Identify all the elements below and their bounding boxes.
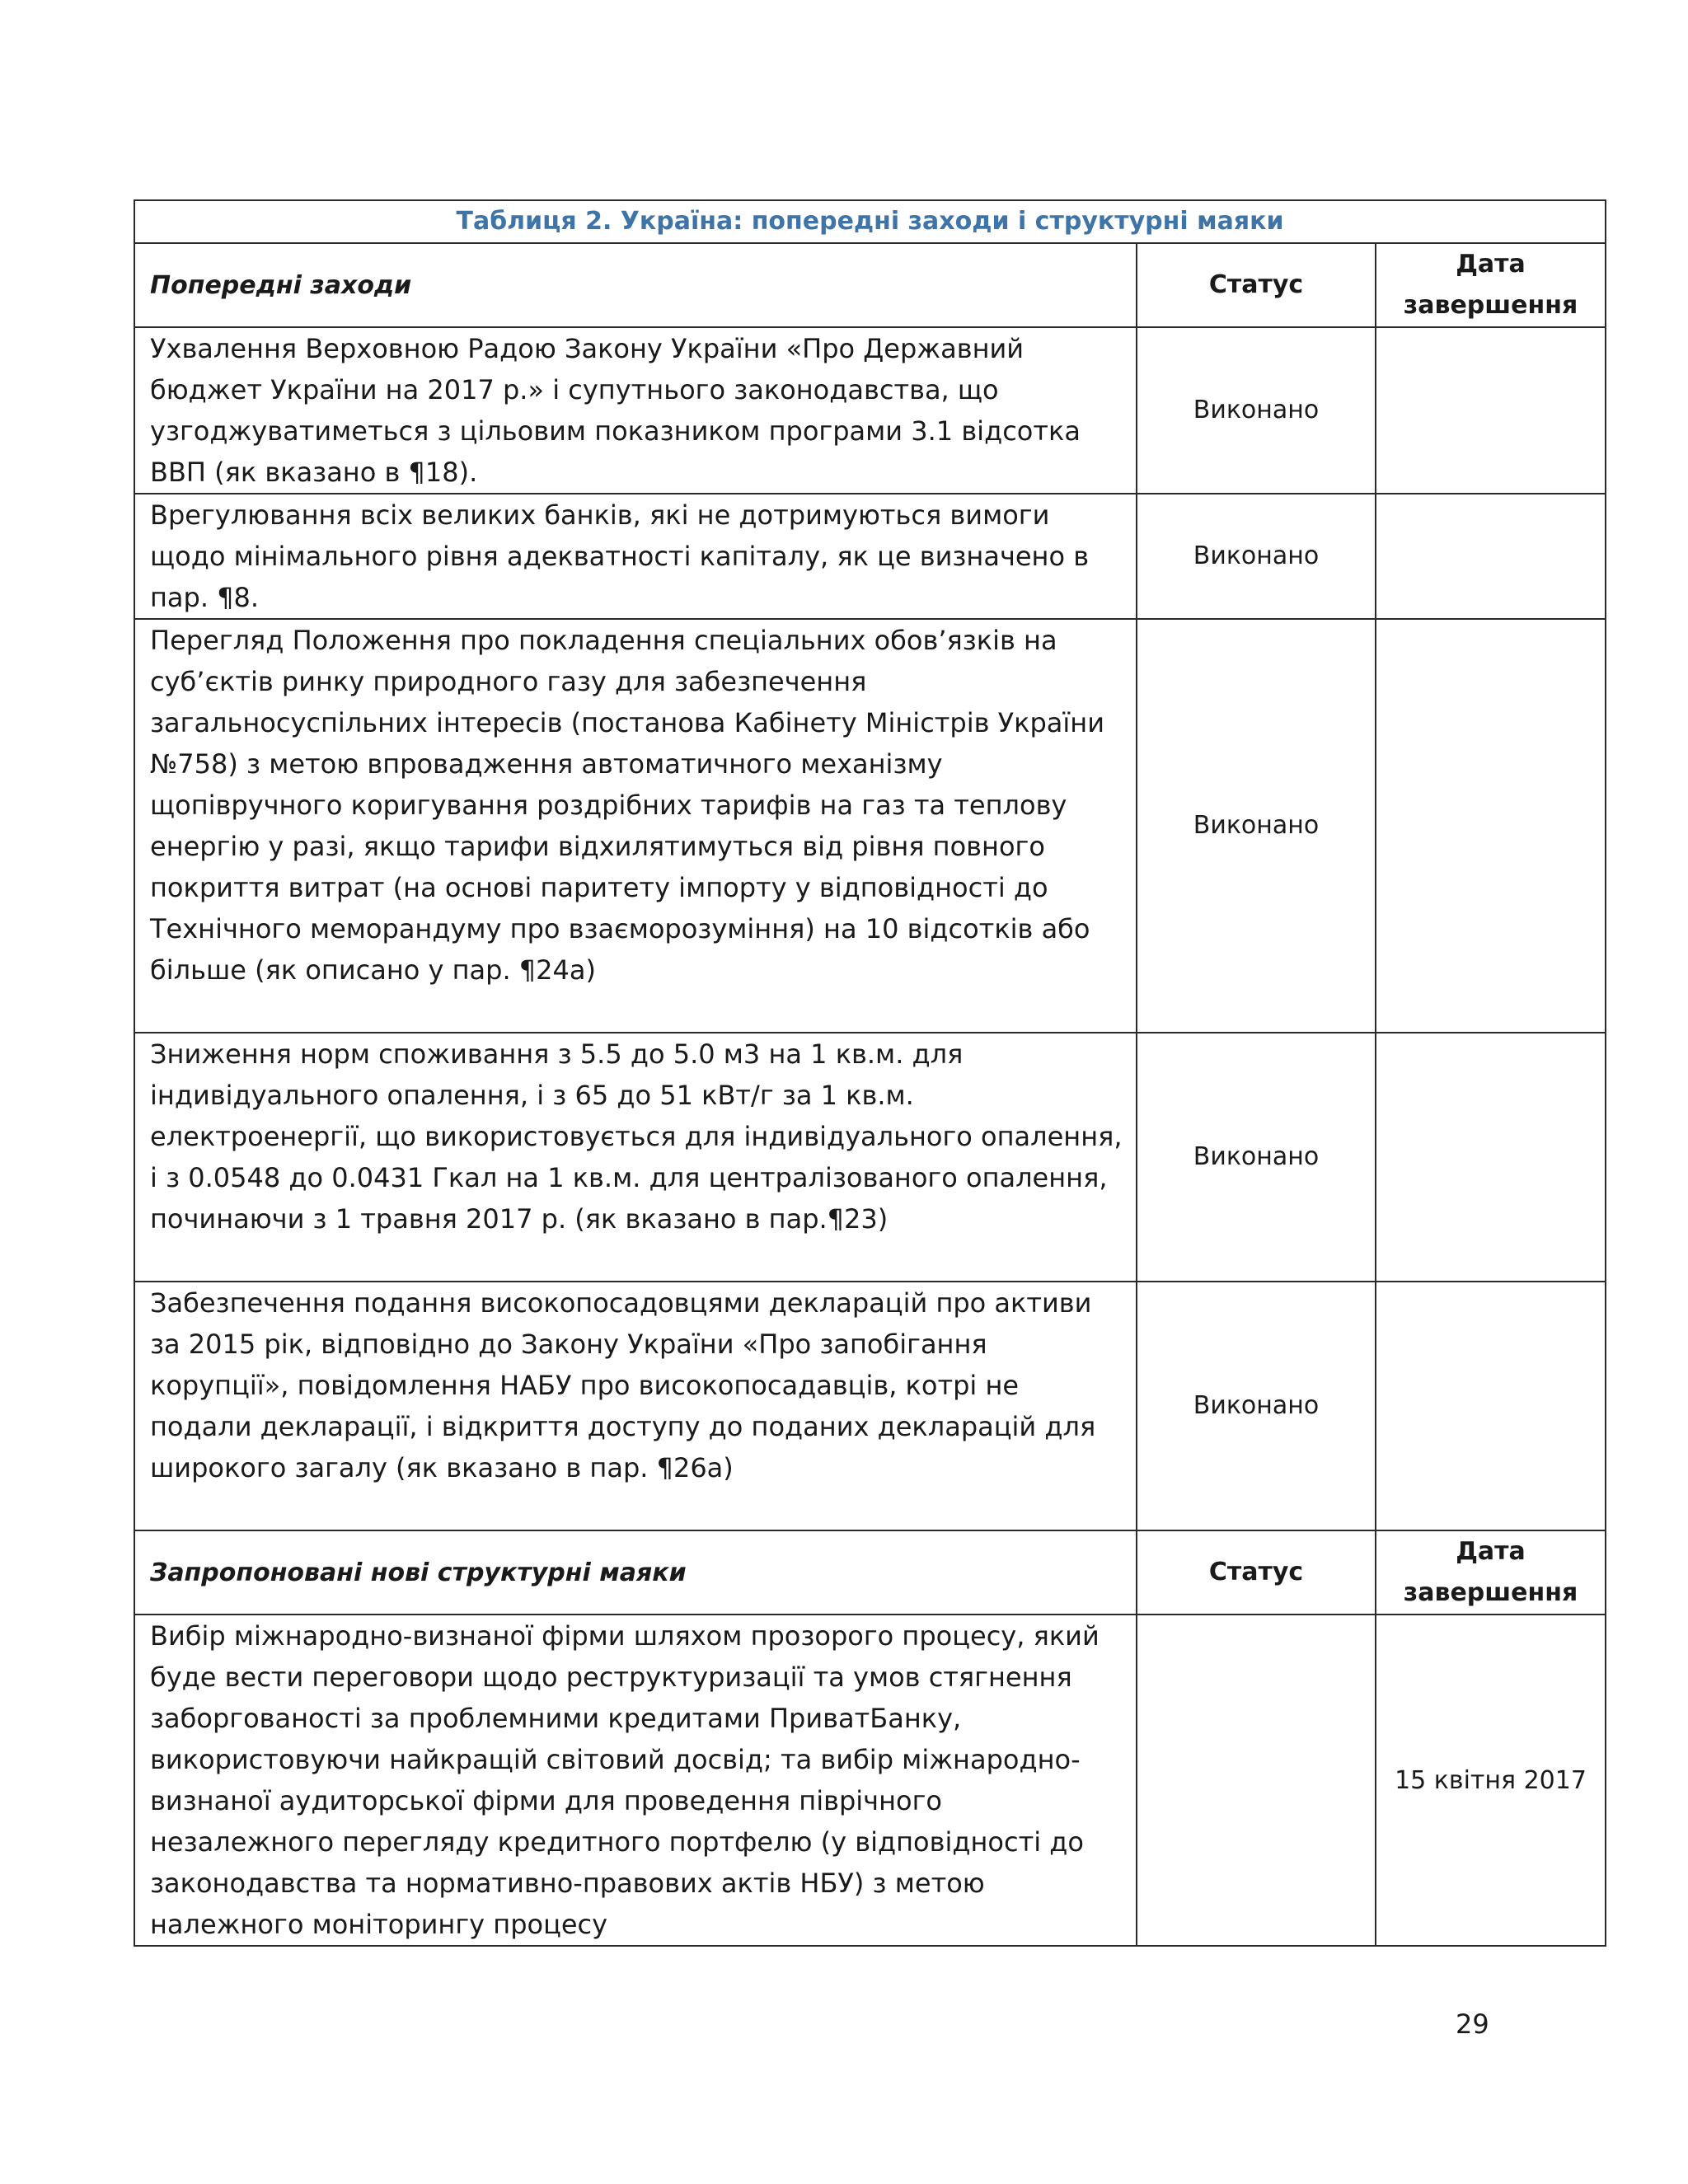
table-row — [134, 619, 1606, 1033]
measures-table — [134, 199, 1606, 1947]
measure-description: Вибір міжнародно-визнаної фірми шляхом прозорого процесу, який буде вести переговори щодо реструктуризації та умов стягнення заборгованості за проблемними кредитами ПриватБанку, використовуючи найкращій світовий досвід; та вибір міжнародно-визнаної аудиторської фірми для проведення піврічного незалежного перегляду кредитного портфелю (у відповідності до законодавства та нормативно-правових актів НБУ) з метою належного моніторингу процесу — [134, 1615, 1137, 1946]
status-column-header: Статус — [1137, 243, 1376, 327]
measure-description: Забезпечення подання високопосадовцями декларацій про активи за 2015 рік, відповідно до Закону України «Про запобігання корупції», повідомлення НАБУ про високопосадавців, котрі не подали декларації, і відкриття доступу до поданих декларацій для широкого загалу (як вказано в пар. ¶26a) — [134, 1282, 1137, 1530]
measure-date — [1376, 619, 1606, 1033]
measure-date — [1376, 327, 1606, 494]
date-header-line1: Дата — [1456, 1537, 1526, 1566]
measure-status: Виконано — [1137, 619, 1376, 1033]
table-row — [134, 327, 1606, 494]
benchmarks-header-row — [134, 1530, 1606, 1615]
measure-status: Виконано — [1137, 494, 1376, 619]
table-row — [134, 1033, 1606, 1282]
table-row — [134, 494, 1606, 619]
status-column-header: Статус — [1137, 1530, 1376, 1615]
measure-date — [1376, 494, 1606, 619]
table-title: Таблиця 2. Україна: попередні заходи і структурні маяки — [134, 200, 1606, 243]
measure-status: Виконано — [1137, 327, 1376, 494]
table-row — [134, 1282, 1606, 1530]
measure-description: Перегляд Положення про покладення спеціальних обов’язків на суб’єктів ринку природного газу для забезпечення загальносуспільних інтересів (постанова Кабінету Міністрів України №758) з метою впровадження автоматичного механізму щопівручного коригування роздрібних тарифів на газ та теплову енергію у разі, якщо тарифи відхилятимуться від рівня повного покриття витрат (на основі паритету імпорту у відповідності до Технічного меморандуму про взаєморозуміння) на 10 відсотків або більше (як описано у пар. ¶24a) — [134, 619, 1137, 1033]
measure-status — [1137, 1615, 1376, 1946]
table-row — [134, 1615, 1606, 1946]
measure-date — [1376, 1033, 1606, 1282]
prior-actions-header-row — [134, 243, 1606, 327]
date-column-header — [1376, 1530, 1606, 1615]
table-title-row — [134, 200, 1606, 243]
date-header-line2: завершення — [1403, 1578, 1578, 1607]
measure-description: Врегулювання всіх великих банків, які не дотримуються вимоги щодо мінімального рівня адекватності капіталу, як це визначено в пар. ¶8. — [134, 494, 1137, 619]
measure-status: Виконано — [1137, 1033, 1376, 1282]
page-number: 29 — [1456, 2008, 1489, 2040]
benchmarks-heading: Запропоновані нові структурні маяки — [134, 1530, 1137, 1615]
measure-description: Зниження норм споживання з 5.5 до 5.0 м3 на 1 кв.м. для індивідуального опалення, і з 65 до 51 кВт/г за 1 кв.м. електроенергії, що використовується для індивідуального опалення, і з 0.0548 до 0.0431 Гкал на 1 кв.м. для централізованого опалення, починаючи з 1 травня 2017 р. (як вказано в пар.¶23) — [134, 1033, 1137, 1282]
date-header-line1: Дата — [1456, 250, 1526, 279]
measure-description: Ухвалення Верховною Радою Закону України «Про Державний бюджет України на 2017 р.» і супутнього законодавства, що узгоджуватиметься з цільовим показником програми 3.1 відсотка ВВП (як вказано в ¶18). — [134, 327, 1137, 494]
prior-actions-heading: Попередні заходи — [134, 243, 1137, 327]
measure-date — [1376, 1282, 1606, 1530]
measure-date: 15 квітня 2017 — [1376, 1615, 1606, 1946]
date-header-line2: завершення — [1403, 291, 1578, 320]
measure-status: Виконано — [1137, 1282, 1376, 1530]
date-column-header — [1376, 243, 1606, 327]
